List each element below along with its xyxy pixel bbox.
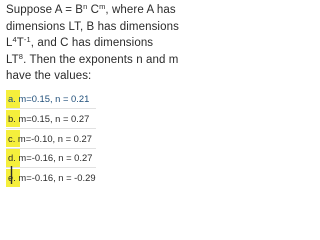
option-e-label: e. m=-0.16, n = -0.29 — [8, 172, 96, 184]
exponent-4: 4 — [12, 35, 17, 45]
question-page — [0, 0, 200, 187]
dimension-l: L — [6, 37, 13, 50]
option-c-label: c. m=-0.10, n = 0.27 — [8, 132, 92, 144]
option-b[interactable] — [0, 109, 200, 129]
dimension-t: T — [16, 37, 24, 50]
question-line-5: have the values: — [6, 70, 92, 83]
question-line-1-start: Suppose A = B — [6, 4, 84, 16]
exponent-8: 8 — [18, 51, 24, 61]
dimension-lt: LT — [6, 53, 19, 66]
question-text — [6, 2, 196, 85]
exponent-m: m — [99, 2, 106, 11]
option-d[interactable] — [0, 148, 200, 168]
question-line-3 — [6, 35, 196, 52]
question-line-1-end: , where A has — [105, 4, 176, 16]
option-a[interactable] — [0, 89, 200, 109]
question-line-1 — [6, 2, 196, 19]
pen-stroke-icon — [10, 166, 13, 184]
question-line-4 — [6, 52, 196, 69]
exponent-minus-1: -1 — [23, 35, 31, 45]
question-line-2: dimensions LT, B has dimensions — [6, 20, 179, 33]
answer-options — [0, 89, 200, 188]
option-c[interactable] — [0, 129, 200, 149]
option-b-label: b. m=0.15, n = 0.27 — [8, 112, 90, 124]
option-d-label: d. m=-0.16, n = 0.27 — [8, 152, 93, 164]
exponent-n: n — [83, 2, 88, 11]
option-e[interactable] — [0, 168, 200, 188]
question-line-1-mid: C — [87, 4, 100, 16]
question-line-4-end: . Then the exponents n and m — [23, 53, 179, 66]
question-line-3-end: , and C has dimensions — [30, 37, 154, 50]
option-a-label: a. m=0.15, n = 0.21 — [8, 93, 90, 104]
